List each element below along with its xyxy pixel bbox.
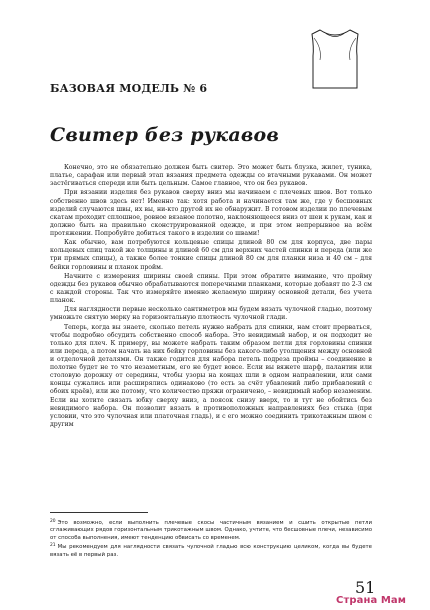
body-text — [50, 164, 372, 430]
footnote — [50, 518, 372, 542]
paragraph: Теперь, когда вы знаете, сколько петель нужно набрать для спинки, нам стоит прерваться, чтобы подробно обсудить собственно способ набора. Это невидимый набор, и он подходит не только для плеч. К примеру, вы можете набрать таким образом петли для горловины спинки или переда, а потом начать на них бейку горловины без какого-либо утолщения между основной и отделочной деталями. Он также годится для набора петель подреза проймы – соединение в полотне будет не то что незаметным, его не будет вовсе. Если вы вяжете шарф, палантин или столовую дорожку от середины, чтобы узоры на концах шли в одном направлении, или сами концы сужались или расширялись одинаково (то есть за счёт убавлений либо прибавлений с обоих краёв), или же потому, что количество пряжи ограничено, – невидимый набор незаменим. Если вы хотите связать юбку сверху вниз, а поясок снизу вверх, то и тут не обойтись без невидимого набора. Он позволит вязать в противоположных направлениях без стыка (при условии, что это чулочная или платочная гладь), и с его можно соединить трикотажным швом с другим — [50, 323, 372, 428]
paragraph: Как обычно, вам потребуются кольцевые спицы длиной 80 см для корпуса, две пары кольцевых спиц такой же толщины и длиной 60 см для верхних частей спинки и переда (или же три прямых спицы), а также более тонкие спицы длиной 80 см для планки низа и 40 см – для бейки горловины и планок пройм. — [50, 239, 372, 271]
footnote-text: Это возможно, если выполнить плечевые скосы частичным вязанием и сшить открытые петли сглаживающих рядов горизонтальным трикотажным швом. Однако, учтите, что бесшовные плечи, независимо от способа выполнения, имеют тенденцию обвисать со временем. — [50, 520, 372, 541]
footnote-number: 21 — [50, 543, 56, 549]
footnote — [50, 542, 372, 559]
paragraph: Для наглядности первые несколько сантиметров мы будем вязать чулочной гладью, поэтому умножьте снятую мерку на горизонтальную плотность чулочной глади. — [50, 306, 372, 322]
page-number: 51 — [355, 578, 376, 597]
footnotes — [50, 518, 372, 559]
footnote-divider — [50, 512, 148, 513]
footnote-number: 20 — [50, 519, 56, 524]
footnote-text: Мы рекомендуем для наглядности связать чулочной гладью всю конструкцию целиком, когда вы будете вязать её в первый раз. — [50, 544, 372, 558]
page-title: Свитер без рукавов — [50, 124, 280, 146]
sleeveless-sweater-illustration — [300, 26, 370, 90]
model-heading: БАЗОВАЯ МОДЕЛЬ № 6 — [50, 82, 208, 95]
paragraph: Начните с измерения ширины своей спины. При этом обратите внимание, что пройму одежды без рукавов обычно обрабатываются поперечными планками, которые добавят по 2-3 см с каждой стороны. Так что измеряйте именно желаемую ширину основной детали, без учета планок. — [50, 272, 372, 305]
paragraph: Конечно, это не обязательно должен быть свитер. Это может быть блузка, жилет, туника, платье, сарафан или первый этап вязания предмета одежды со втачными рукавами. Он может застёгиваться спереди или быть цельным. Самое главное, что он без рукавов. — [50, 164, 372, 188]
paragraph: При вязании изделия без рукавов сверху вниз мы начинаем с плечевых швов. Вот только собственно швов здесь нет! Именно так: хотя работа и начинается там же, где у бесшовных изделий случаются швы, их вы, ни-кто другой их не обнаружит. В готовом изделии по плечевым скатам проходит сплошное, ровное вязаное полотно, наклоняющееся вниз от шеи к рукам, как и должно быть на правильно сконструированной одежде, и при этом непрерывное на всём протяжении. Попробуйте добиться такого в изделии со швами! — [50, 189, 372, 237]
watermark-logo: Страна Мам — [336, 595, 407, 606]
